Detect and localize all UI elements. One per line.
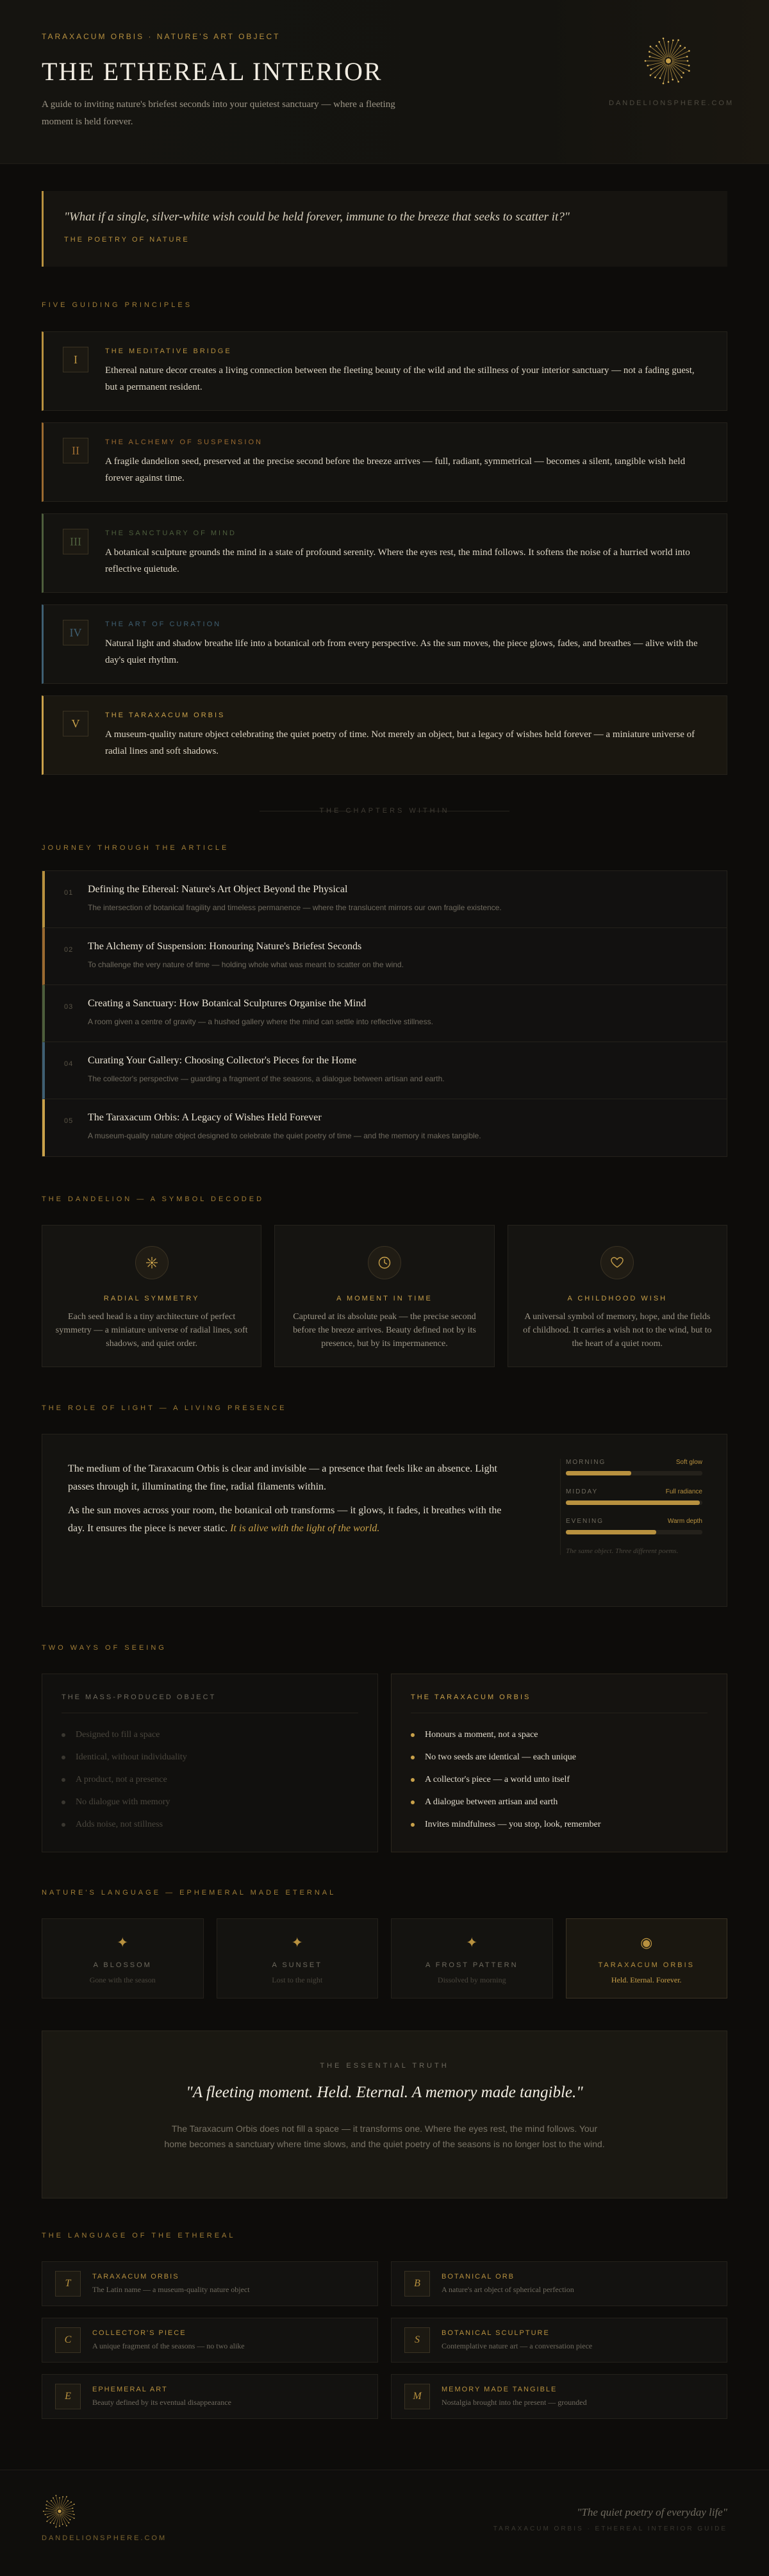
level-fill <box>566 1471 631 1475</box>
bullet-icon <box>411 1800 415 1804</box>
comparison-item <box>411 1768 707 1791</box>
symbol-card <box>274 1225 494 1367</box>
level-track <box>566 1471 702 1475</box>
level-key: MIDDAY <box>566 1488 599 1495</box>
glossary-term: TARAXACUM ORBIS <box>92 2273 179 2281</box>
symbol-body: A universal symbol of memory, hope, and the fields of childhood. It carries a wish not to the wind, but to the heart of a quiet room. <box>523 1312 712 1349</box>
comparison-item <box>411 1746 707 1768</box>
nature-desc: Gone with the season <box>89 1975 156 1984</box>
bullet-icon <box>62 1733 65 1737</box>
comparison-text: A dialogue between artisan and earth <box>425 1797 558 1807</box>
sparkle-icon: ✦ <box>466 1935 478 1951</box>
level-labels <box>566 1459 702 1466</box>
chapter-description: A room given a centre of gravity — a hushed gallery where the mind can settle into reflective stillness. <box>88 1017 433 1026</box>
light-level-row <box>566 1518 702 1534</box>
quote-source: THE POETRY OF NATURE <box>64 236 190 244</box>
comparison-text: No dialogue with memory <box>76 1797 170 1807</box>
glossary-term: EPHEMERAL ART <box>92 2386 168 2393</box>
symbol-card <box>508 1225 727 1367</box>
principle-card <box>42 513 727 593</box>
glossary-section <box>0 2232 769 2419</box>
section-label: THE LANGUAGE OF THE ETHEREAL <box>42 2232 236 2239</box>
nature-title: A BLOSSOM <box>93 1961 152 1969</box>
bullet-icon <box>411 1756 415 1759</box>
glossary-item <box>42 2261 378 2306</box>
light-levels <box>560 1459 702 1555</box>
chapter-item[interactable] <box>42 871 727 928</box>
level-value: Full radiance <box>665 1488 702 1495</box>
footer-logo[interactable] <box>42 2493 78 2532</box>
level-key: MORNING <box>566 1459 606 1466</box>
journey-section <box>0 844 769 1157</box>
taraxacum-card <box>391 1674 727 1852</box>
glossary-item <box>42 2318 378 2363</box>
chapter-title[interactable]: Creating a Sanctuary: How Botanical Sculptures Organise the Mind <box>88 998 367 1009</box>
footer-quote: "The quiet poetry of everyday life" <box>577 2506 727 2518</box>
principle-title: THE TARAXACUM ORBIS <box>105 711 226 719</box>
nature-title: A FROST PATTERN <box>425 1961 518 1969</box>
bullet-icon <box>411 1778 415 1782</box>
chapter-number: 03 <box>64 1003 74 1011</box>
nature-card <box>217 1918 379 1998</box>
glossary-item <box>391 2374 727 2419</box>
principle-card <box>42 604 727 684</box>
chapter-item[interactable] <box>42 928 727 985</box>
bullet-icon <box>62 1778 65 1782</box>
footer-caption: TARAXACUM ORBIS · ETHEREAL INTERIOR GUIDE <box>493 2525 727 2532</box>
chapter-number: 04 <box>64 1060 74 1068</box>
glossary-definition: Contemplative nature art — a conversation piece <box>442 2341 593 2350</box>
principle-body: A museum-quality nature object celebrating the quiet poetry of time. Not merely an object, but a legacy of wishes held forever — a miniature universe of radial lines and soft shadows. <box>105 729 695 756</box>
brand-logo[interactable] <box>609 35 734 107</box>
radial-burst-icon <box>135 1246 169 1279</box>
principle-body: A botanical sculpture grounds the mind in a state of profound serenity. Where the eyes rest, the mind follows. It softens the noise of a hurried world into reflective quietude. <box>105 547 690 574</box>
glossary-definition: A unique fragment of the seasons — no two alike <box>92 2341 245 2350</box>
glossary-letter: M <box>404 2384 430 2409</box>
chapter-number: 01 <box>64 889 74 897</box>
header-eyebrow: TARAXACUM ORBIS · NATURE'S ART OBJECT <box>42 32 281 41</box>
dandelion-burst-icon <box>42 2493 78 2529</box>
comparison-text: Identical, without individuality <box>76 1752 187 1762</box>
chapter-item[interactable] <box>42 1042 727 1099</box>
truth-label: THE ESSENTIAL TRUTH <box>320 2062 449 2070</box>
header-intro: A guide to inviting nature's briefest seconds into your quietest sanctuary — where a fleeting moment is held forever. <box>42 99 395 127</box>
chapter-title[interactable]: Curating Your Gallery: Choosing Collector's Pieces for the Home <box>88 1055 357 1066</box>
chapter-description: The intersection of botanical fragility and timeless permanence — where the translucent mirrors our own fragile existence. <box>88 903 502 912</box>
clock-icon <box>368 1246 401 1279</box>
level-track <box>566 1500 702 1505</box>
glossary-term: MEMORY MADE TANGIBLE <box>442 2386 558 2393</box>
principle-card <box>42 695 727 775</box>
section-label: TWO WAYS OF SEEING <box>42 1644 167 1652</box>
chapter-title[interactable]: Defining the Ethereal: Nature's Art Object Beyond the Physical <box>88 884 348 895</box>
bullet-icon <box>62 1823 65 1827</box>
comparison-text: Invites mindfulness — you stop, look, remember <box>425 1820 601 1829</box>
section-label: THE ROLE OF LIGHT — A LIVING PRESENCE <box>42 1404 287 1412</box>
truth-quote: "A fleeting moment. Held. Eternal. A memory made tangible." <box>186 2084 583 2101</box>
principle-title: THE SANCTUARY OF MIND <box>105 529 236 537</box>
section-label: JOURNEY THROUGH THE ARTICLE <box>42 844 229 852</box>
principle-body: A fragile dandelion seed, preserved at the precise second before the breeze arrives — full, radiant, symmetrical — becomes a silent, tangible wish held forever against time. <box>105 456 686 483</box>
quote-text: "What if a single, silver-white wish could be held forever, immune to the breeze that seeks to scatter it?" <box>64 210 570 224</box>
symbol-card <box>42 1225 261 1367</box>
symbol-section <box>0 1195 769 1367</box>
mass-produced-card <box>42 1674 378 1852</box>
comparison-text: A product, not a presence <box>76 1775 167 1784</box>
glossary-letter: B <box>404 2271 430 2297</box>
bullet-icon <box>411 1823 415 1827</box>
glossary-letter: T <box>55 2271 81 2297</box>
divider-label: THE CHAPTERS WITHIN <box>319 807 450 815</box>
site-link[interactable]: DANDELIONSPHERE.COM <box>609 99 734 107</box>
level-labels <box>566 1488 702 1495</box>
principle-numeral: IV <box>63 620 88 645</box>
glossary-term: BOTANICAL ORB <box>442 2273 515 2281</box>
chapter-description: A museum-quality nature object designed to celebrate the quiet poetry of time — and the memory it makes tangible. <box>88 1131 481 1140</box>
symbol-title: A MOMENT IN TIME <box>336 1295 433 1302</box>
light-level-row <box>566 1459 702 1475</box>
footer-site-link[interactable]: DANDELIONSPHERE.COM <box>42 2534 167 2542</box>
symbol-title: A CHILDHOOD WISH <box>567 1295 668 1302</box>
glossary-letter: S <box>404 2327 430 2353</box>
comparison-item <box>62 1791 358 1813</box>
level-labels <box>566 1518 702 1525</box>
chapter-item[interactable] <box>42 985 727 1042</box>
comparison-item <box>411 1724 707 1746</box>
principles-section <box>0 301 769 775</box>
chapter-description: The collector's perspective — guarding a fragment of the seasons, a dialogue between artisan and earth. <box>88 1074 445 1083</box>
glossary-definition: Nostalgia brought into the present — grounded <box>442 2398 587 2407</box>
level-fill <box>566 1500 700 1505</box>
light-level-row <box>566 1488 702 1505</box>
bullet-icon <box>62 1756 65 1759</box>
glossary-item <box>391 2318 727 2363</box>
light-paragraph-2 <box>68 1502 517 1538</box>
chapter-title[interactable]: The Alchemy of Suspension: Honouring Nature's Briefest Seconds <box>88 941 362 952</box>
light-emphasis: It is alive with the light of the world. <box>230 1523 380 1534</box>
glossary-letter: E <box>55 2384 81 2409</box>
nature-desc: Dissolved by morning <box>437 1975 506 1984</box>
glossary-item <box>391 2261 727 2306</box>
section-label: FIVE GUIDING PRINCIPLES <box>42 301 193 309</box>
principle-title: THE ALCHEMY OF SUSPENSION <box>105 438 263 446</box>
light-note: The same object. Three different poems. <box>566 1547 679 1555</box>
truth-body: The Taraxacum Orbis does not fill a space — it transforms one. Where the eyes rest, the mind follows. Your home becomes a sanctuary where time slows, and the quiet poetry of the seasons is no longer lost to the wind. <box>164 2123 605 2149</box>
principle-body: Ethereal nature decor creates a living connection between the fleeting beauty of the wild and the stillness of your interior sanctuary — not a fading guest, but a permanent resident. <box>105 365 695 392</box>
nature-title: A SUNSET <box>272 1961 322 1969</box>
symbol-body: Each seed head is a tiny architecture of perfect symmetry — a miniature universe of radial lines, soft shadows, and quiet order. <box>55 1312 248 1349</box>
glossary-term: COLLECTOR'S PIECE <box>92 2329 186 2337</box>
comparison-text: No two seeds are identical — each unique <box>425 1752 576 1762</box>
glossary-definition: Beauty defined by its eventual disappearance <box>92 2398 231 2407</box>
level-track <box>566 1530 702 1534</box>
glossary-letter: C <box>55 2327 81 2353</box>
comparison-item <box>62 1746 358 1768</box>
principle-numeral: III <box>63 529 88 554</box>
section-label: NATURE'S LANGUAGE — EPHEMERAL MADE ETERNAL <box>42 1889 336 1897</box>
essential-truth <box>42 2031 727 2198</box>
principle-title: THE MEDITATIVE BRIDGE <box>105 347 232 355</box>
nature-desc: Held. Eternal. Forever. <box>611 1975 682 1984</box>
nature-section <box>0 1889 769 1998</box>
chapter-list <box>42 870 727 1157</box>
page-footer <box>0 2470 769 2576</box>
chapter-description: To challenge the very nature of time — holding whole what was meant to scatter on the wind. <box>88 960 404 969</box>
chapter-number: 05 <box>64 1117 74 1125</box>
principle-numeral: V <box>63 711 88 736</box>
level-key: EVENING <box>566 1518 604 1525</box>
chapter-item[interactable] <box>42 1099 727 1156</box>
principle-title: THE ART OF CURATION <box>105 620 222 628</box>
page-title: THE ETHEREAL INTERIOR <box>42 57 383 86</box>
comparison-item <box>411 1791 707 1813</box>
nature-title: TARAXACUM ORBIS <box>598 1961 695 1969</box>
section-label: THE DANDELION — A SYMBOL DECODED <box>42 1195 265 1203</box>
card-title: THE TARAXACUM ORBIS <box>411 1693 707 1713</box>
sparkle-icon: ✦ <box>291 1935 303 1951</box>
principle-numeral: I <box>63 347 88 372</box>
comparison-item <box>62 1813 358 1836</box>
chapter-title[interactable]: The Taraxacum Orbis: A Legacy of Wishes Held Forever <box>88 1112 322 1123</box>
principle-card <box>42 422 727 502</box>
chapters-divider <box>42 805 727 818</box>
dandelion-burst-icon <box>643 35 694 87</box>
bullet-icon <box>411 1733 415 1737</box>
ways-section <box>0 1644 769 1852</box>
light-section <box>0 1404 769 1607</box>
comparison-item <box>411 1813 707 1836</box>
orb-icon: ◉ <box>640 1935 653 1951</box>
nature-card <box>391 1918 553 1998</box>
card-title: THE MASS-PRODUCED OBJECT <box>62 1693 358 1713</box>
comparison-text: Designed to fill a space <box>76 1730 160 1740</box>
light-paragraph-text: As the sun moves across your room, the botanical orb transforms — it glows, it fades, it breathes with the day. It ensures the piece is never static. <box>68 1505 502 1534</box>
level-value: Warm depth <box>667 1518 702 1525</box>
nature-card <box>566 1918 728 1998</box>
chapter-number: 02 <box>64 946 74 954</box>
level-fill <box>566 1530 656 1534</box>
comparison-text: Adds noise, not stillness <box>76 1820 163 1829</box>
light-panel <box>42 1434 727 1607</box>
symbol-title: RADIAL SYMMETRY <box>103 1295 200 1302</box>
sparkle-icon: ✦ <box>117 1935 129 1951</box>
bullet-icon <box>62 1800 65 1804</box>
glossary-term: BOTANICAL SCULPTURE <box>442 2329 550 2337</box>
principle-body: Natural light and shadow breathe life into a botanical orb from every perspective. As the sun moves, the piece glows, fades, and breathes — alive with the day's quiet rhythm. <box>105 638 698 665</box>
comparison-text: Honours a moment, not a space <box>425 1730 538 1740</box>
principle-numeral: II <box>63 438 88 463</box>
opening-quote <box>42 191 727 267</box>
page-header <box>0 0 769 164</box>
nature-card <box>42 1918 204 1998</box>
level-value: Soft glow <box>675 1459 702 1466</box>
glossary-definition: A nature's art object of spherical perfection <box>442 2285 574 2294</box>
comparison-text: A collector's piece — a world unto itself <box>425 1775 570 1784</box>
nature-desc: Lost to the night <box>272 1975 323 1984</box>
heart-icon <box>600 1246 634 1279</box>
glossary-item <box>42 2374 378 2419</box>
glossary-definition: The Latin name — a museum-quality nature object <box>92 2285 250 2294</box>
comparison-item <box>62 1724 358 1746</box>
symbol-body: Captured at its absolute peak — the precise second before the breeze arrives. Beauty defined not by its presence, but by its impermanence. <box>293 1312 476 1349</box>
light-paragraph: The medium of the Taraxacum Orbis is clear and invisible — a presence that feels like an absence. Light passes through it, illuminating the fine, radial filaments within. <box>68 1463 497 1492</box>
comparison-item <box>62 1768 358 1791</box>
principle-card <box>42 331 727 411</box>
